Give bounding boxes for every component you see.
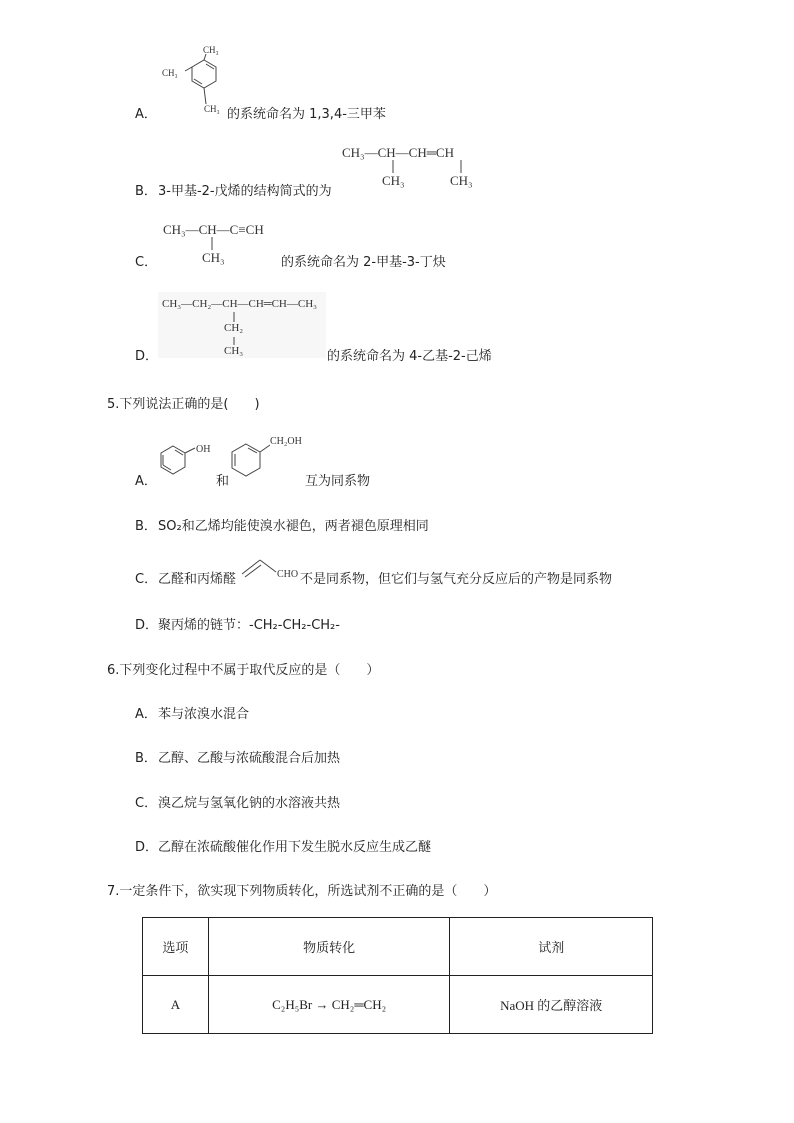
q4-option-d-formula-sub-1: CH₂: [224, 322, 244, 334]
q6-option-a-letter: A．: [135, 707, 157, 722]
q6-option-c-text: 溴乙烷与氢氧化钠的水溶液共热: [158, 796, 341, 811]
q5-c-cho-label: CHO: [277, 569, 299, 580]
q5-option-c-text-after: 不是同系物，但它们与氢气充分反应后的产物是同系物: [300, 572, 613, 587]
q4-a-label-bottom: CH₃: [204, 104, 220, 114]
q7-header-option: 选项: [143, 918, 209, 976]
q6-option-d-letter: D．: [135, 840, 159, 855]
q4-option-c-formula-sub: CH₃: [202, 250, 225, 265]
q5-stem: 5.下列说法正确的是( ): [107, 397, 260, 412]
q5-option-d-text: 聚丙烯的链节：-CH₂-CH₂-CH₂-: [158, 618, 340, 633]
q7-header-conversion: 物质转化: [208, 918, 450, 976]
q4-option-b-text: 3-甲基-2-戊烯的结构简式的为: [158, 184, 332, 199]
q4-option-d-formula-main: CH₃—CH₂—CH—CH═CH—CH₃: [162, 298, 317, 310]
q7-stem: 7.一定条件下，欲实现下列物质转化，所选试剂不正确的是（ ）: [107, 884, 497, 899]
q5-option-a-and: 和: [216, 474, 230, 489]
q4-option-d-formula-sub-2: CH₃: [224, 345, 244, 357]
q4-a-label-left: CH₃: [162, 68, 178, 78]
q6-option-d-text: 乙醇在浓硫酸催化作用下发生脱水反应生成乙醚: [158, 840, 432, 855]
q7-row-a-conversion: C₂H₅Br → CH₂═CH₂: [208, 976, 450, 1034]
q5-a-ch2oh-label: CH₂OH: [270, 436, 302, 447]
q4-option-c-formula-main: CH₃—CH—C≡CH: [163, 222, 264, 237]
q5-option-b-letter: B．: [135, 519, 157, 534]
q6-option-c-letter: C．: [135, 796, 158, 811]
q5-option-a-letter: A．: [135, 474, 157, 489]
q4-option-b-bonds: [380, 158, 470, 174]
q6-option-b-text: 乙醇、乙酸与浓硫酸混合后加热: [158, 751, 341, 766]
q4-option-b-formula-main: CH₃—CH—CH═CH: [342, 145, 454, 160]
q5-a-oh-label: OH: [196, 444, 211, 455]
q4-option-b-formula-sub-2: CH₃: [450, 173, 473, 188]
q5-option-d-letter: D．: [135, 618, 159, 633]
q6-option-b-letter: B．: [135, 751, 157, 766]
q4-option-d-text: 的系统命名为 4-乙基-2-己烯: [327, 349, 492, 364]
q5-option-a-cyclohexadiene-structure: [228, 432, 308, 480]
q5-option-c-acrolein-structure: [240, 556, 302, 582]
q4-option-a-structure: [158, 40, 230, 120]
q5-option-b-text: SO₂和乙烯均能使溴水褪色，两者褪色原理相同: [158, 519, 429, 534]
q4-option-d-letter: D．: [135, 349, 159, 364]
q4-a-label-top: CH₃: [203, 45, 219, 55]
q7-table: [142, 917, 653, 1034]
q4-option-c-letter: C．: [135, 255, 158, 270]
q4-option-a-letter: A．: [135, 107, 157, 122]
q7-table-row: [143, 976, 653, 1034]
q6-stem: 6.下列变化过程中不属于取代反应的是（ ）: [107, 663, 380, 678]
q5-option-a-text: 互为同系物: [305, 474, 371, 489]
q4-option-a-text: 的系统命名为 1,3,4-三甲苯: [227, 107, 386, 122]
q7-table-header-row: [143, 918, 653, 976]
q6-option-a-text: 苯与浓溴水混合: [158, 707, 250, 722]
q4-option-c-text: 的系统命名为 2-甲基-3-丁炔: [281, 255, 446, 270]
q5-option-a-phenol-structure: [155, 438, 215, 486]
q5-option-c-text-before: 乙醛和丙烯醛: [158, 572, 237, 587]
q4-option-b-letter: B．: [135, 184, 157, 199]
q7-row-a-reagent: NaOH 的乙醇溶液: [450, 976, 653, 1034]
q4-option-b-formula-sub-1: CH₃: [382, 173, 405, 188]
q7-row-a-option: A: [143, 976, 209, 1034]
q5-option-c-letter: C．: [135, 572, 158, 587]
q7-header-reagent: 试剂: [450, 918, 653, 976]
